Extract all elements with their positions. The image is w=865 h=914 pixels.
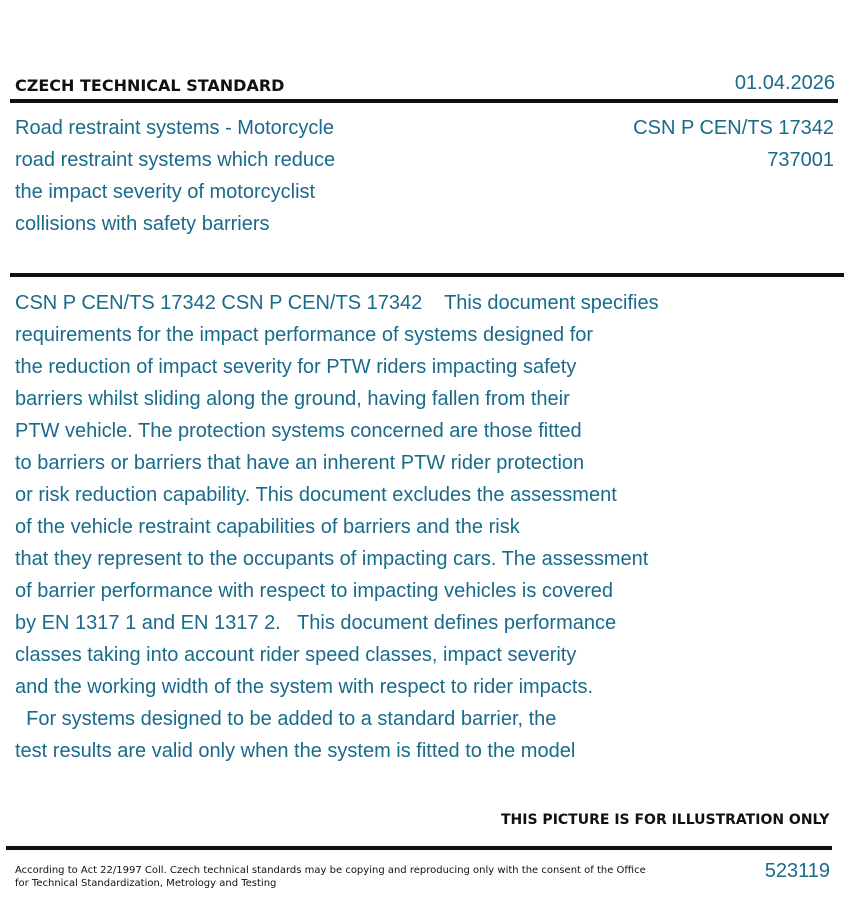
abstract-line: to barriers or barriers that have an inherent PTW rider protection bbox=[15, 452, 585, 474]
abstract-line: of barrier performance with respect to impacting vehicles is covered bbox=[15, 580, 614, 602]
title-line-1: Road restraint systems - Motorcycle bbox=[15, 117, 334, 139]
title-line-2: road restraint systems which reduce bbox=[15, 149, 336, 171]
document-header-label: CZECH TECHNICAL STANDARD bbox=[15, 76, 285, 95]
abstract-line: requirements for the impact performance of systems designed for bbox=[15, 324, 594, 346]
footer-number: 523119 bbox=[764, 860, 830, 882]
title-line-3: the impact severity of motorcyclist bbox=[15, 181, 316, 203]
abstract-line: or risk reduction capability. This document excludes the assessment bbox=[15, 484, 617, 506]
footer-note-line-2: for Technical Standardization, Metrology and Testing bbox=[15, 878, 277, 889]
abstract-line: the reduction of impact severity for PTW riders impacting safety bbox=[15, 356, 577, 378]
footer-divider bbox=[6, 846, 832, 850]
footer-note-line-1: According to Act 22/1997 Coll. Czech technical standards may be copying and reproducing only with the consent of the Office bbox=[15, 865, 646, 876]
abstract-line: PTW vehicle. The protection systems concerned are those fitted bbox=[15, 420, 582, 442]
abstract-line: by EN 1317 1 and EN 1317 2. This document defines performance bbox=[15, 612, 617, 634]
abstract-line: For systems designed to be added to a standard barrier, the bbox=[15, 708, 557, 730]
classification-code: 737001 bbox=[767, 149, 834, 171]
title-line-4: collisions with safety barriers bbox=[15, 213, 270, 235]
abstract-line: test results are valid only when the system is fitted to the model bbox=[15, 740, 576, 762]
standard-code: CSN P CEN/TS 17342 bbox=[633, 117, 834, 139]
abstract-line: CSN P CEN/TS 17342 CSN P CEN/TS 17342 This document specifies bbox=[15, 292, 659, 314]
header-divider bbox=[10, 99, 838, 103]
illustration-notice: THIS PICTURE IS FOR ILLUSTRATION ONLY bbox=[501, 812, 830, 828]
footer-legal-note bbox=[15, 864, 646, 890]
abstract-line: barriers whilst sliding along the ground, having fallen from their bbox=[15, 388, 570, 410]
title-divider bbox=[10, 273, 844, 277]
abstract-line: classes taking into account rider speed classes, impact severity bbox=[15, 644, 577, 666]
abstract-line: and the working width of the system with respect to rider impacts. bbox=[15, 676, 594, 698]
abstract-line: of the vehicle restraint capabilities of barriers and the risk bbox=[15, 516, 520, 538]
abstract-line: that they represent to the occupants of impacting cars. The assessment bbox=[15, 548, 649, 570]
document-date: 01.04.2026 bbox=[734, 72, 835, 94]
abstract-text bbox=[15, 287, 735, 767]
